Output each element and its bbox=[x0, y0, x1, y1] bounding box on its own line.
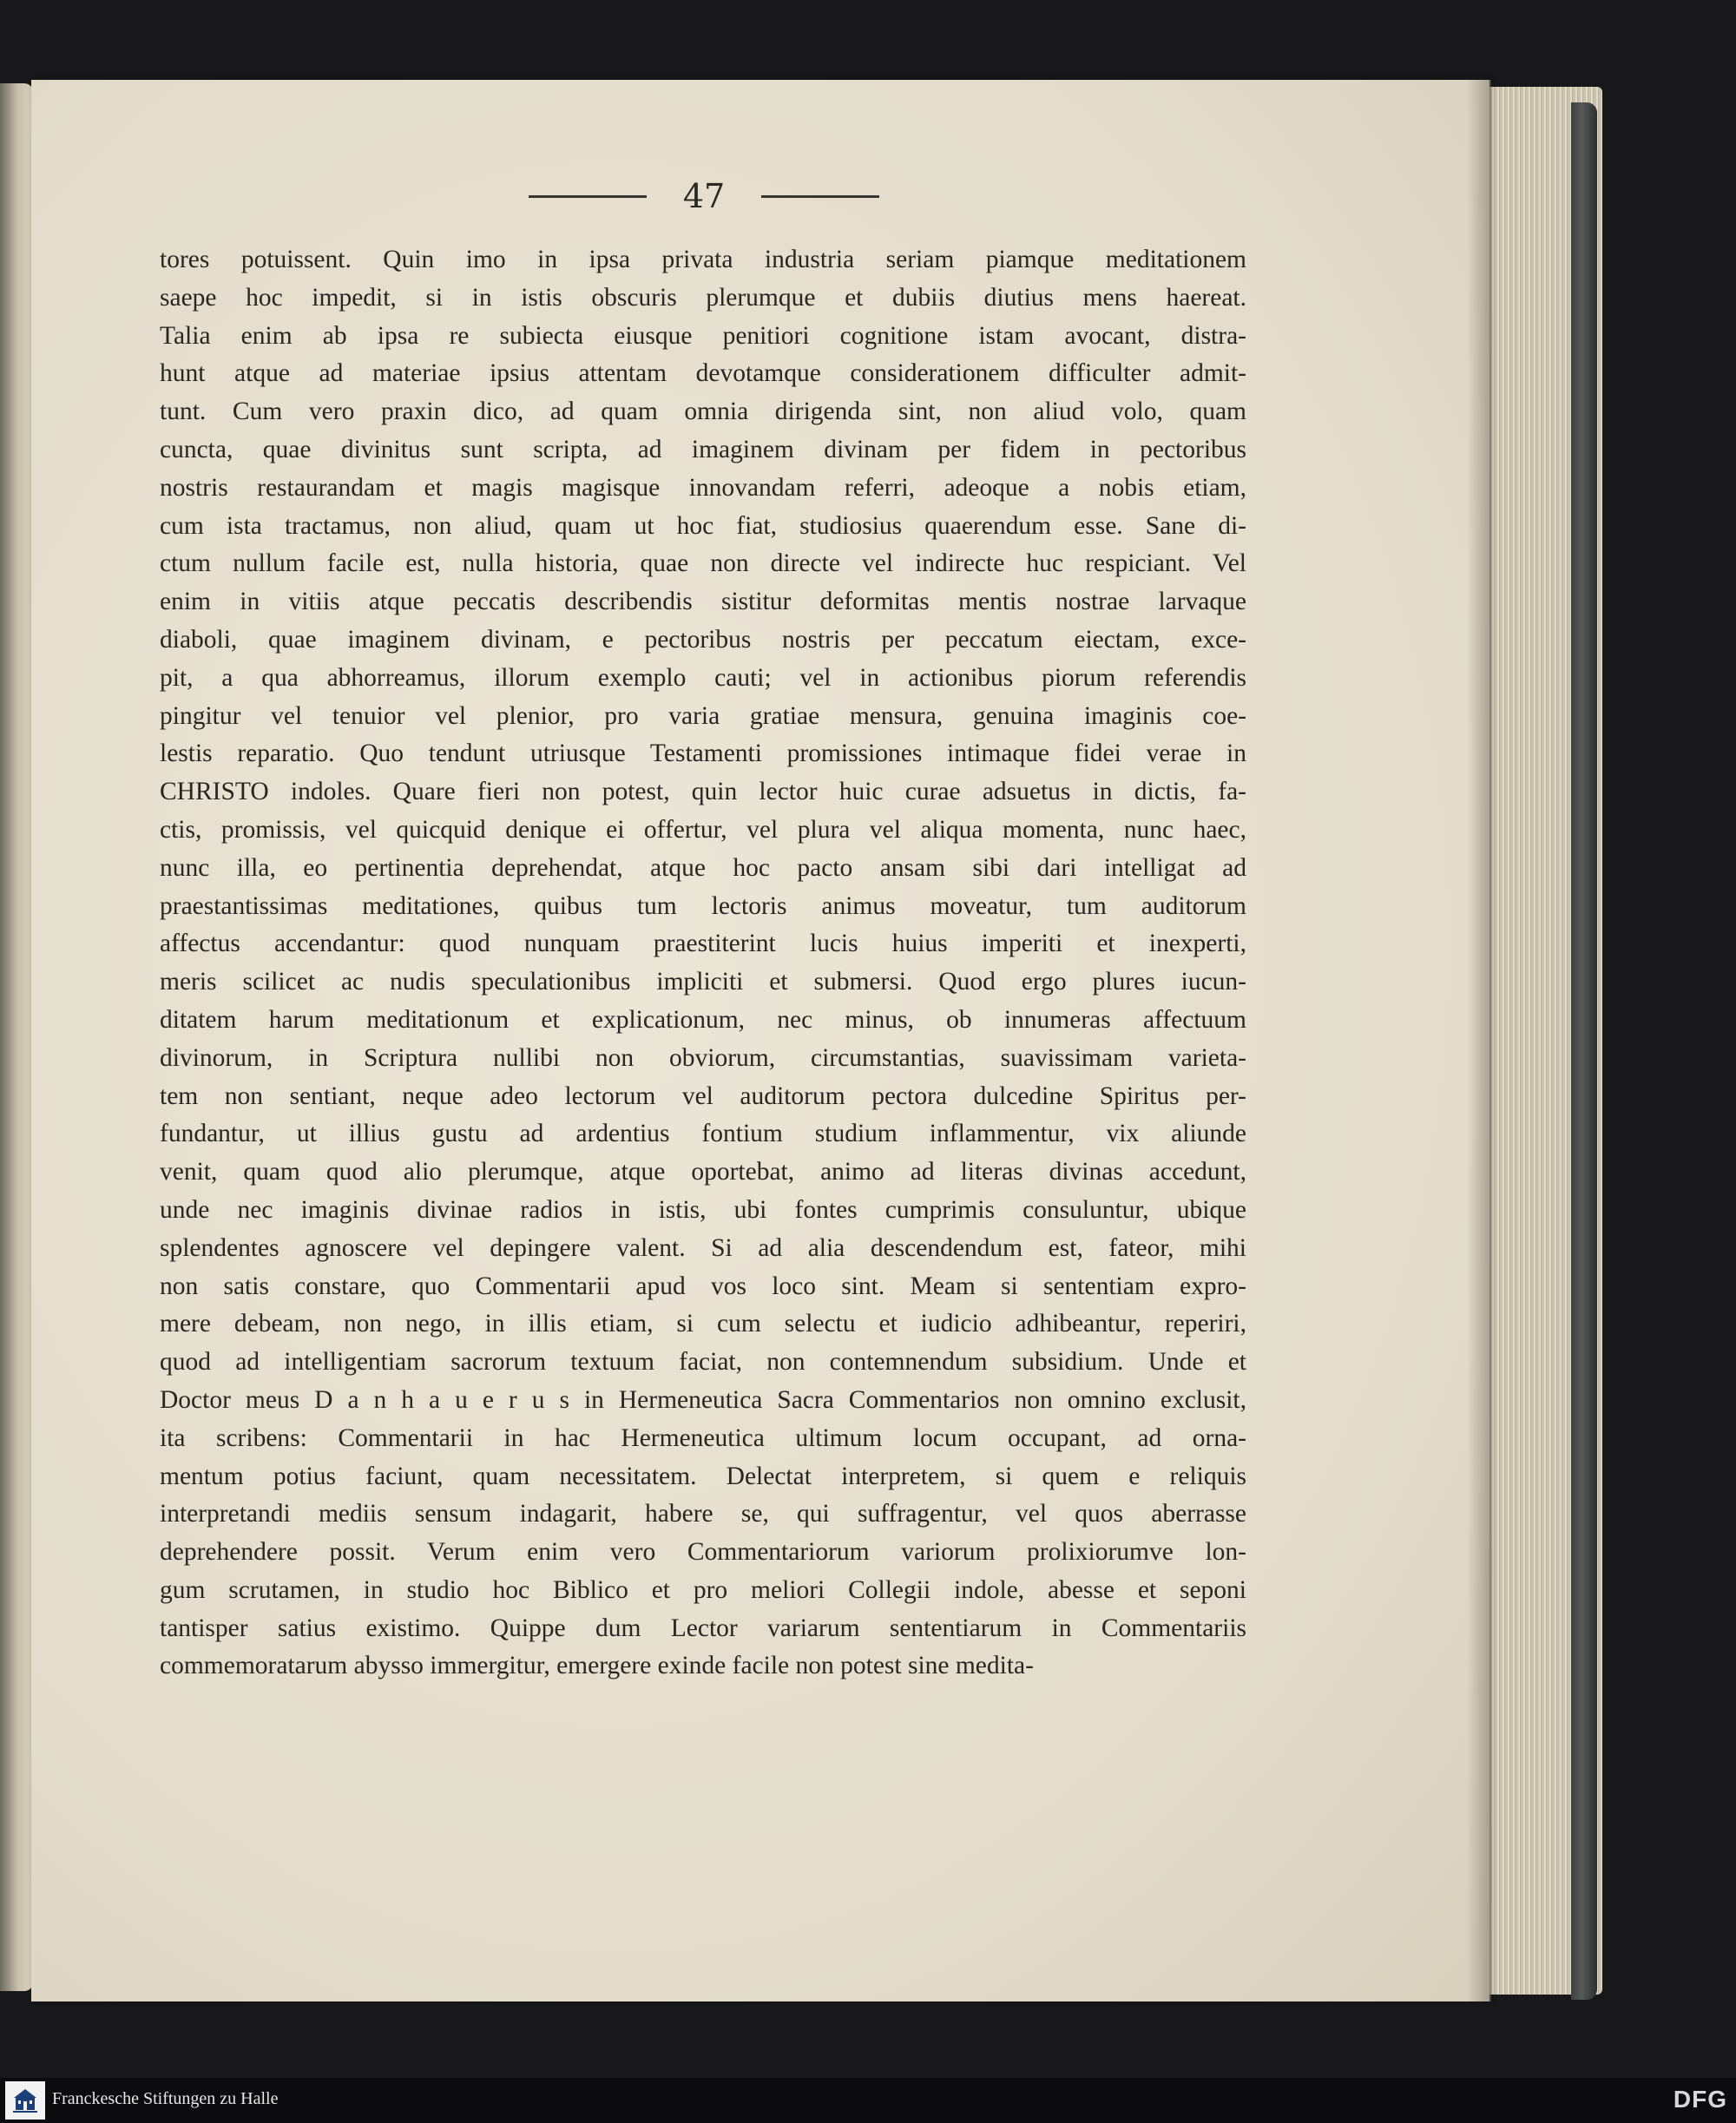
text-line: splendentes agnoscere vel depingere valent. Si ad alia descendendum est, fateor, mihi bbox=[160, 1233, 1246, 1262]
text-line: diaboli, quae imaginem divinam, e pectoribus nostris per peccatum eiectam, exce- bbox=[160, 625, 1246, 654]
text-line: pit, a qua abhorreamus, illorum exemplo cauti; vel in actionibus piorum referendis bbox=[160, 663, 1246, 692]
text-line: mentum potius faciunt, quam necessitatem. Delectat interpretem, si quem e reliquis bbox=[160, 1462, 1246, 1490]
institution-name: Franckesche Stiftungen zu Halle bbox=[52, 2089, 279, 2108]
dfg-logo: DFG bbox=[1673, 2086, 1727, 2113]
text-line: nostris restaurandam et magis magisque innovandam referri, adeoque a nobis etiam, bbox=[160, 473, 1246, 502]
text-line: tantisper satius existimo. Quippe dum Lector variarum sententiarum in Commentariis bbox=[160, 1614, 1246, 1642]
text-line: non satis constare, quo Commentarii apud vos loco sint. Meam si sententiam expro- bbox=[160, 1272, 1246, 1300]
text-line: hunt atque ad materiae ipsius attentam devotamque considerationem difficulter admit- bbox=[160, 359, 1246, 388]
text-line: quod ad intelligentiam sacrorum textuum faciat, non contemnendum subsidium. Unde et bbox=[160, 1348, 1246, 1377]
text-line: nunc illa, eo pertinentia deprehendat, atque hoc pacto ansam sibi dari intelligat ad bbox=[160, 853, 1246, 882]
text-line: ctum nullum facile est, nulla historia, quae non directe vel indirecte huc respiciant. Vel bbox=[160, 549, 1246, 578]
text-line: praestantissimas meditationes, quibus tum lectoris animus moveatur, tum auditorum bbox=[160, 891, 1246, 920]
text-line: venit, quam quod alio plerumque, atque oportebat, animo ad literas divinas accedunt, bbox=[160, 1158, 1246, 1186]
body-text bbox=[160, 241, 1246, 1686]
text-line: tores potuissent. Quin imo in ipsa privata industria seriam piamque meditationem bbox=[160, 246, 1246, 273]
text-line: interpretandi mediis sensum indagarit, habere se, qui suffragentur, vel quos aberrasse bbox=[160, 1500, 1246, 1528]
text-line: cum ista tractamus, non aliud, quam ut hoc fiat, studiosius quaerendum esse. Sane di- bbox=[160, 511, 1246, 540]
text-line: tunt. Cum vero praxin dico, ad quam omnia dirigenda sint, non aliud volo, quam bbox=[160, 398, 1246, 426]
text-line: commemoratarum abysso immergitur, emergere exinde facile non potest sine medita- bbox=[160, 1652, 1034, 1680]
back-cover-edge bbox=[1571, 102, 1597, 2000]
header-rule-right bbox=[761, 195, 879, 198]
text-line: meris scilicet ac nudis speculationibus impliciti et submersi. Quod ergo plures iucun- bbox=[160, 968, 1246, 996]
text-line: Doctor meus D a n h a u e r u s in Hermeneutica Sacra Commentarios non omnino exclusit, bbox=[160, 1385, 1246, 1414]
text-line: deprehendere possit. Verum enim vero Commentariorum variorum prolixiorumve lon- bbox=[160, 1538, 1246, 1567]
text-line: fundantur, ut illius gustu ad ardentius fontium studium inflammentur, vix aliunde bbox=[160, 1120, 1246, 1148]
footer-bar bbox=[0, 2078, 1736, 2123]
text-line: tem non sentiant, neque adeo lectorum vel auditorum pectora dulcedine Spiritus per- bbox=[160, 1081, 1246, 1110]
text-line: ditatem harum meditationum et explicationum, nec minus, ob innumeras affectuum bbox=[160, 1005, 1246, 1034]
text-line: ita scribens: Commentarii in hac Hermeneutica ultimum locum occupant, ad orna- bbox=[160, 1423, 1246, 1452]
page-header bbox=[517, 170, 891, 222]
text-line: saepe hoc impedit, si in istis obscuris plerumque et dubiis diutius mens haereat. bbox=[160, 283, 1246, 312]
page-number: 47 bbox=[682, 177, 726, 215]
text-line: unde nec imaginis divinae radios in istis, ubi fontes cumprimis consuluntur, ubique bbox=[160, 1195, 1246, 1224]
text-line: enim in vitiis atque peccatis describendis sistitur deformitas mentis nostrae larvaque bbox=[160, 588, 1246, 616]
text-line: Talia enim ab ipsa re subiecta eiusque penitiori cognitione istam avocant, distra- bbox=[160, 321, 1246, 350]
text-line: gum scrutamen, in studio hoc Biblico et pro meliori Collegii indole, abesse et seponi bbox=[160, 1575, 1246, 1604]
text-line: pingitur vel tenuior vel plenior, pro varia gratiae mensura, genuina imaginis coe- bbox=[160, 701, 1246, 730]
text-line: divinorum, in Scriptura nullibi non obviorum, circumstantias, suavissimam varieta- bbox=[160, 1043, 1246, 1072]
header-rule-left bbox=[529, 195, 647, 198]
building-seal-icon bbox=[5, 2081, 45, 2120]
text-line: ctis, promissis, vel quicquid denique ei offertur, vel plura vel aliqua momenta, nunc haec, bbox=[160, 815, 1246, 844]
text-line: cuncta, quae divinitus sunt scripta, ad imaginem divinam per fidem in pectoribus bbox=[160, 435, 1246, 463]
text-line: mere debeam, non nego, in illis etiam, si cum selectu et iudicio adhibeantur, reperiri, bbox=[160, 1310, 1246, 1338]
text-line: CHRISTO indoles. Quare fieri non potest, quin lector huic curae adsuetus in dictis, fa- bbox=[160, 778, 1246, 806]
text-line: affectus accendantur: quod nunquam praestiterint lucis huius imperiti et inexperti, bbox=[160, 930, 1246, 958]
previous-page-edge bbox=[0, 83, 33, 1991]
gutter-shadow bbox=[1467, 80, 1491, 2001]
text-line: lestis reparatio. Quo tendunt utriusque Testamenti promissiones intimaque fidei verae in bbox=[160, 739, 1246, 768]
